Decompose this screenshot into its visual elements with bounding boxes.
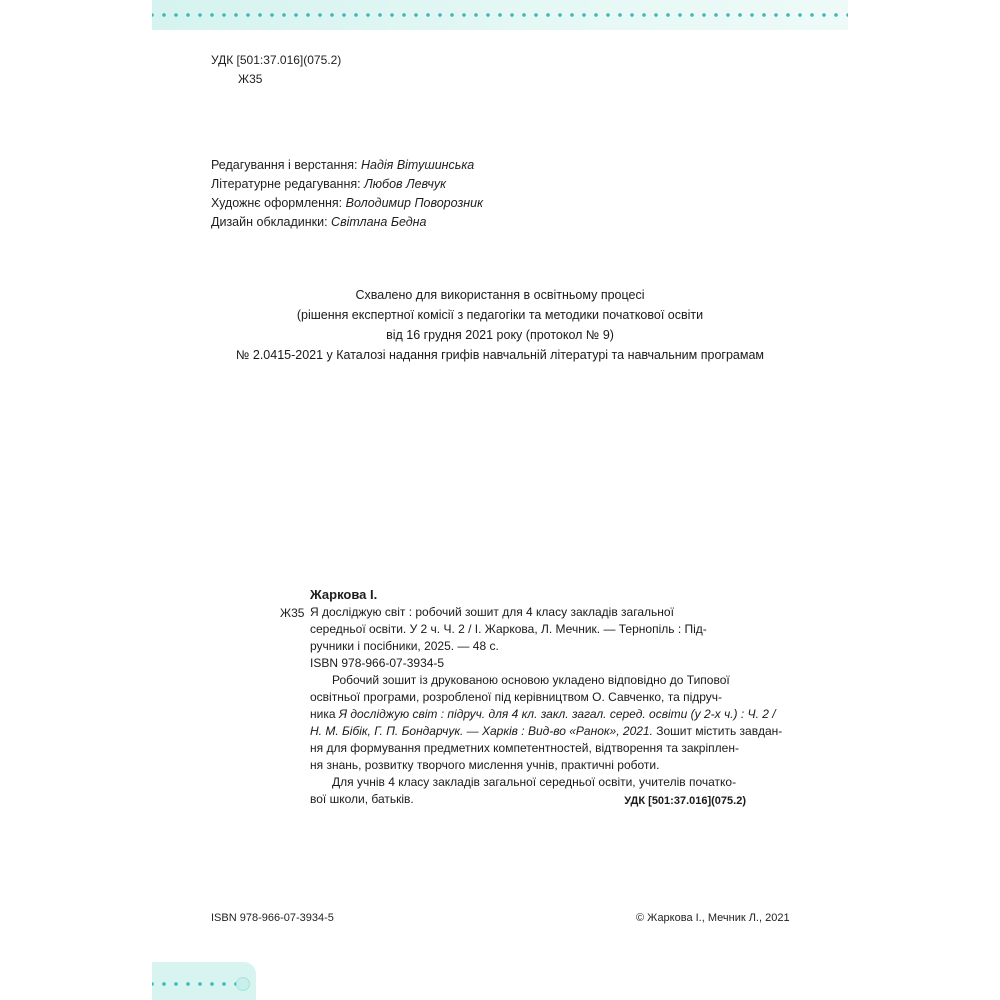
bib-annotation-line [310,706,776,723]
credit-name: Любов Левчук [364,177,446,191]
bib-isbn: ISBN 978-966-07-3934-5 [310,656,445,670]
credit-line [211,215,427,230]
bottom-decorative-band [152,962,256,1000]
dotted-line-decoration [152,982,238,986]
bib-annotation-italic: Н. М. Бібік, Г. П. Бондарчук. — Харків : Вид-во «Ранок», 2021. [310,724,653,738]
approval-line: від 16 грудня 2021 року (протокол № 9) [386,328,614,342]
bib-annotation-text: Зошит містить завдан- [652,724,783,738]
approval-line: № 2.0415-2021 у Каталозі надання грифів навчальній літературі та навчальним програмам [235,348,764,362]
bib-audience-line: Для учнів 4 класу закладів загальної середньої освіти, учителів початко- [332,775,737,789]
bib-annotation-line [310,723,783,740]
credit-line [211,196,483,211]
bib-annotation-line: ня для формування предметних компетентностей, відтворення та закріплен- [310,741,739,755]
credit-role: Літературне редагування: [211,177,361,191]
bib-annotation-line: освітньої програми, розробленої під керівництвом О. Савченко, та підруч- [310,690,723,704]
bib-author: Жаркова І. [310,587,378,602]
approval-line: Схвалено для використання в освітньому процесі [355,288,645,302]
circle-decoration-icon [236,977,250,991]
top-decorative-band [152,0,848,30]
dotted-line-decoration [152,13,848,17]
bib-description [310,604,783,808]
credit-name: Надія Вітушинська [361,158,475,172]
bib-audience-text: вої школи, батьків. [310,792,414,806]
credit-line [211,158,474,173]
page [152,0,848,1000]
bib-code: Ж35 [280,606,305,620]
credit-name: Володимир Поворозник [345,196,483,210]
bib-audience-line [310,791,754,808]
footer-isbn: ISBN 978-966-07-3934-5 [211,912,334,924]
credit-role: Дизайн обкладинки: [211,215,328,229]
credit-name: Світлана Бедна [331,215,427,229]
bib-annotation-line: Робочий зошит із друкованою основою укладено відповідно до Типової [332,673,730,687]
bib-desc-line: середньої освіти. У 2 ч. Ч. 2 / І. Жаркова, Л. Мечник. — Тернопіль : Під- [310,622,707,636]
approval-line: (рішення експертної комісії з педагогіки та методики початкової освіти [296,308,704,322]
header-udk: УДК [501:37.016](075.2) [211,53,342,67]
credit-line [211,177,446,192]
bib-annotation-text: ника [310,707,339,721]
bib-annotation-italic: Я досліджую світ : підруч. для 4 кл. закл. загал. серед. освіти (у 2-х ч.) : Ч. 2 / [338,707,776,721]
credit-role: Редагування і верстання: [211,158,358,172]
bib-udk: УДК [501:37.016](075.2) [624,795,746,807]
header-code: Ж35 [238,72,263,86]
credit-role: Художнє оформлення: [211,196,343,210]
bib-desc-line: ручники і посібники, 2025. — 48 с. [310,639,499,653]
bib-desc-line: Я досліджую світ : робочий зошит для 4 класу закладів загальної [310,605,674,619]
bib-annotation-line: ня знань, розвитку творчого мислення учнів, практичні роботи. [310,758,660,772]
footer-copyright: © Жаркова І., Мечник Л., 2021 [636,912,790,924]
